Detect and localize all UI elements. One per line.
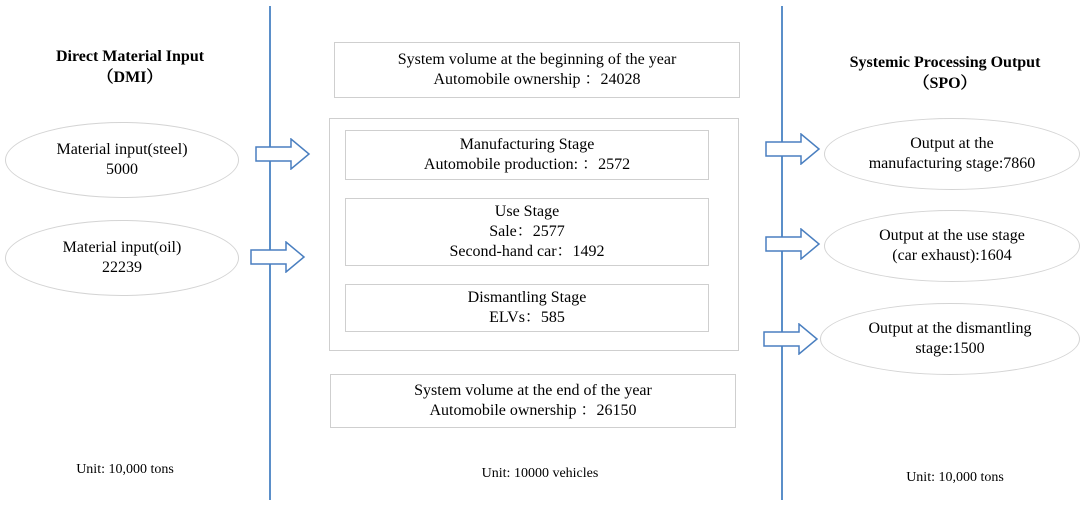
use-output-value: (car exhaust):1604 [892, 247, 1012, 264]
oil-input-ellipse [5, 220, 239, 296]
manufacturing-output-ellipse [824, 118, 1080, 190]
manufacturing-stage-production: Automobile production: ：2572 [423, 156, 631, 173]
center-unit-label: Unit: 10000 vehicles [481, 466, 599, 481]
dmi-heading [30, 46, 230, 88]
spo-unit-label: Unit: 10,000 tons [906, 470, 1004, 485]
spo-heading-title: Systemic Processing Output [849, 54, 1041, 71]
manufacturing-stage-title: Manufacturing Stage [459, 136, 595, 153]
begin-year-box [334, 42, 740, 98]
use-stage-second-hand: Second-hand car：1492 [449, 243, 605, 260]
use-stage-sale: Sale：2577 [489, 223, 565, 240]
end-year-title: System volume at the end of the year [414, 382, 652, 399]
dismantling-stage-box [345, 284, 709, 332]
begin-year-ownership: Automobile ownership ：24028 [433, 71, 641, 88]
dismantling-output-label: Output at the dismantling [868, 320, 1032, 337]
oil-input-label: Material input(oil) [62, 239, 182, 256]
steel-input-label: Material input(steel) [56, 141, 188, 158]
dmi-heading-abbrev: （DMI） [97, 69, 163, 86]
use-stage-box [345, 198, 709, 266]
oil-input-value: 22239 [102, 259, 142, 276]
dmi-unit-label: Unit: 10,000 tons [76, 462, 174, 477]
spo-heading-abbrev: （SPO） [913, 75, 977, 92]
use-output-arrow-icon [765, 228, 821, 260]
manufacturing-output-value: manufacturing stage:7860 [868, 155, 1036, 172]
dmi-heading-title: Direct Material Input [55, 48, 205, 65]
manufacturing-output-arrow-icon [765, 133, 821, 165]
use-output-label: Output at the use stage [879, 227, 1025, 244]
steel-input-ellipse [5, 122, 239, 198]
steel-input-value: 5000 [106, 161, 138, 178]
steel-flow-arrow-icon [255, 138, 311, 170]
dismantling-stage-title: Dismantling Stage [467, 289, 587, 306]
dismantling-stage-elvs: ELVs：585 [489, 309, 565, 326]
dismantling-output-ellipse [820, 303, 1080, 375]
oil-flow-arrow-icon [250, 241, 306, 273]
spo-heading [815, 52, 1075, 94]
dismantling-output-arrow-icon [763, 323, 819, 355]
end-year-ownership: Automobile ownership ：26150 [429, 402, 637, 419]
begin-year-title: System volume at the beginning of the year [397, 51, 677, 68]
use-stage-title: Use Stage [494, 203, 560, 220]
manufacturing-stage-box [345, 130, 709, 180]
dismantling-output-value: stage:1500 [915, 340, 985, 357]
end-year-box [330, 374, 736, 428]
use-output-ellipse [824, 210, 1080, 282]
manufacturing-output-label: Output at the [910, 135, 994, 152]
